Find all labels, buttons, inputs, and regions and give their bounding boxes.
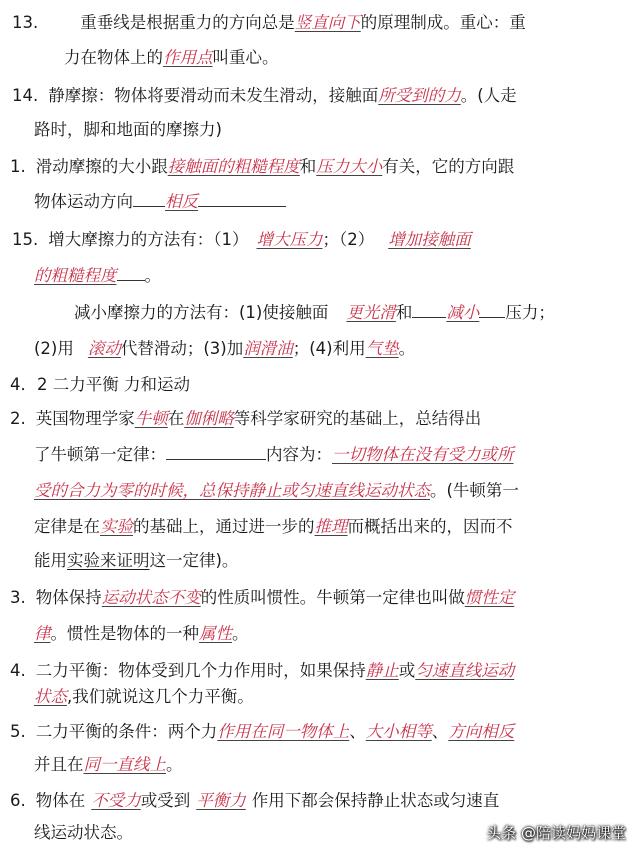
item-number: 13.: [12, 13, 39, 32]
section-heading: [0, 373, 640, 397]
answer: 一切物体在没有受力或所: [332, 445, 514, 464]
text: 。(牛顿第一: [430, 481, 519, 500]
answer-blank: [479, 316, 505, 318]
item-2-line-5: [0, 549, 640, 573]
answer: 实验来证明: [67, 551, 150, 570]
answer: 的粗糙程度: [34, 266, 117, 285]
answer-blank: [117, 279, 145, 281]
answer: 不受力: [91, 791, 141, 810]
text: ,我们就说这几个力平衡。: [67, 687, 254, 706]
text: 这一定律)。: [149, 551, 239, 570]
answer: 牛顿: [134, 409, 168, 428]
answer: 属性: [199, 624, 232, 643]
item-2-line-3: [0, 479, 640, 503]
answer: 滚动: [87, 339, 121, 358]
answer: 受的合力为零的时候，总保持静止或匀速直线运动状态: [34, 481, 430, 500]
text: 减小摩擦力的方法有：(1)使接触面: [74, 303, 329, 322]
item-number: 6.: [10, 791, 26, 810]
item-14-line-2: [0, 118, 640, 142]
text: 有关，它的方向跟: [382, 157, 515, 176]
text: 路时，脚和地面的摩擦力): [34, 120, 222, 139]
text: 。: [232, 624, 249, 643]
text: 了牛顿第一定律：: [34, 445, 166, 464]
answer: 相反: [165, 192, 198, 211]
text: 。惯性是物体的一种: [50, 624, 199, 643]
text: 、: [349, 722, 366, 741]
text: 二力平衡的条件：两个力: [35, 722, 218, 741]
text: 的性质叫惯性。牛顿第一定律也叫做: [200, 588, 465, 607]
text: 重垂线是根据重力的方向总是: [80, 13, 295, 32]
text: ；（2）: [322, 230, 375, 249]
answer-blank: [133, 205, 165, 207]
answer: 律: [34, 624, 51, 643]
item-15-line-4: [0, 337, 640, 361]
text: 在: [167, 409, 185, 428]
answer: 方向相反: [448, 722, 515, 741]
text: (2)用: [34, 339, 74, 358]
answer: 匀速直线运动: [415, 661, 515, 680]
answer-blank: [412, 316, 446, 318]
answer-blank: [166, 458, 266, 460]
text: 物体在: [35, 791, 86, 810]
text: 和: [395, 303, 413, 322]
item-14-line-1: [0, 84, 640, 108]
answer: 增加接触面: [388, 230, 471, 249]
answer-blank: [198, 205, 286, 207]
text: 二力平衡：物体受到几个力作用时，如果保持: [35, 661, 366, 680]
text: 或: [398, 661, 416, 680]
item-1-line-1: [0, 155, 640, 179]
text: 滑动摩擦的大小跟: [35, 157, 168, 176]
text: 等科学家研究的基础上，总结得出: [233, 409, 482, 428]
text: 力在物体上的: [64, 48, 163, 67]
text: 。: [166, 755, 183, 774]
text: 或受到: [140, 791, 191, 810]
text: 定律是在: [34, 517, 100, 536]
answer: 竖直向下: [294, 13, 361, 32]
answer: 静止: [365, 661, 399, 680]
section-title: 4．2 二力平衡 力和运动: [10, 375, 190, 394]
answer: 润滑油: [243, 339, 293, 358]
item-15-line-2: [0, 264, 640, 288]
item-number: 14.: [12, 86, 39, 105]
item-3-line-2: [0, 622, 640, 646]
text: ；(4)利用: [292, 339, 366, 358]
text: 线运动状态。: [34, 823, 133, 842]
text: 物体运动方向: [34, 192, 133, 211]
answer: 接触面的粗糙程度: [167, 157, 300, 176]
answer: 所受到的力: [378, 86, 461, 105]
item-13-line-2: [0, 46, 640, 70]
answer: 作用在同一物体上: [217, 722, 350, 741]
answer: 增大压力: [256, 230, 323, 249]
answer: 运动状态不变: [101, 588, 201, 607]
text: 的原理制成。重心：重: [360, 13, 526, 32]
answer: 状态: [34, 687, 67, 706]
item-number: 2.: [10, 409, 26, 428]
text: 。(人走: [460, 86, 517, 105]
answer: 伽俐略: [184, 409, 234, 428]
item-2-line-1: [0, 407, 640, 431]
item-15-line-1: [0, 228, 640, 252]
item-number: 15.: [12, 230, 39, 249]
text: 作用下都会保持静止状态或匀速直: [251, 791, 500, 810]
item-13-line-1: [0, 11, 640, 35]
text: 和: [299, 157, 317, 176]
item-number: 5.: [10, 722, 26, 741]
answer: 作用点: [163, 48, 213, 67]
text: 英国物理学家: [35, 409, 135, 428]
answer: 实验: [100, 517, 133, 536]
text: 而概括出来的，因而不: [347, 517, 513, 536]
answer: 气垫: [365, 339, 399, 358]
item-6-line-1: [0, 789, 640, 813]
text: 代替滑动；(3)加: [120, 339, 244, 358]
answer: 推理: [314, 517, 348, 536]
item-5-line-2: [0, 753, 640, 777]
item-4-line-1: [0, 659, 640, 683]
watermark: 头条 @陪读妈妈课堂: [486, 824, 626, 842]
text: 内容为：: [266, 445, 332, 464]
item-2-line-4: [0, 515, 640, 539]
text: 的基础上，通过进一步的: [133, 517, 315, 536]
item-number: 3.: [10, 588, 26, 607]
text: 能用: [34, 551, 67, 570]
answer: 平衡力: [196, 791, 246, 810]
item-number: 4.: [10, 661, 26, 680]
text: 叫重心。: [212, 48, 279, 67]
answer: 更光滑: [346, 303, 396, 322]
text: 增大摩擦力的方法有：（1）: [48, 230, 249, 249]
item-5-line-1: [0, 720, 640, 744]
text: 物体保持: [35, 588, 102, 607]
text: 并且在: [34, 755, 84, 774]
text: 静摩擦：物体将要滑动而未发生滑动，接触面: [48, 86, 379, 105]
answer: 压力大小: [316, 157, 383, 176]
text: 、: [431, 722, 449, 741]
text: 。: [398, 339, 416, 358]
answer: 惯性定: [464, 588, 515, 607]
item-3-line-1: [0, 586, 640, 610]
answer: 大小相等: [365, 722, 432, 741]
item-number: 1.: [10, 157, 26, 176]
item-2-line-2: [0, 443, 640, 467]
item-4-line-2: [0, 685, 640, 709]
answer: 减小: [446, 303, 480, 322]
item-1-line-2: [0, 190, 640, 214]
item-15-line-3: [0, 301, 640, 325]
text: 。: [144, 266, 161, 285]
answer: 同一直线上: [83, 755, 166, 774]
text: 压力；: [505, 303, 555, 322]
